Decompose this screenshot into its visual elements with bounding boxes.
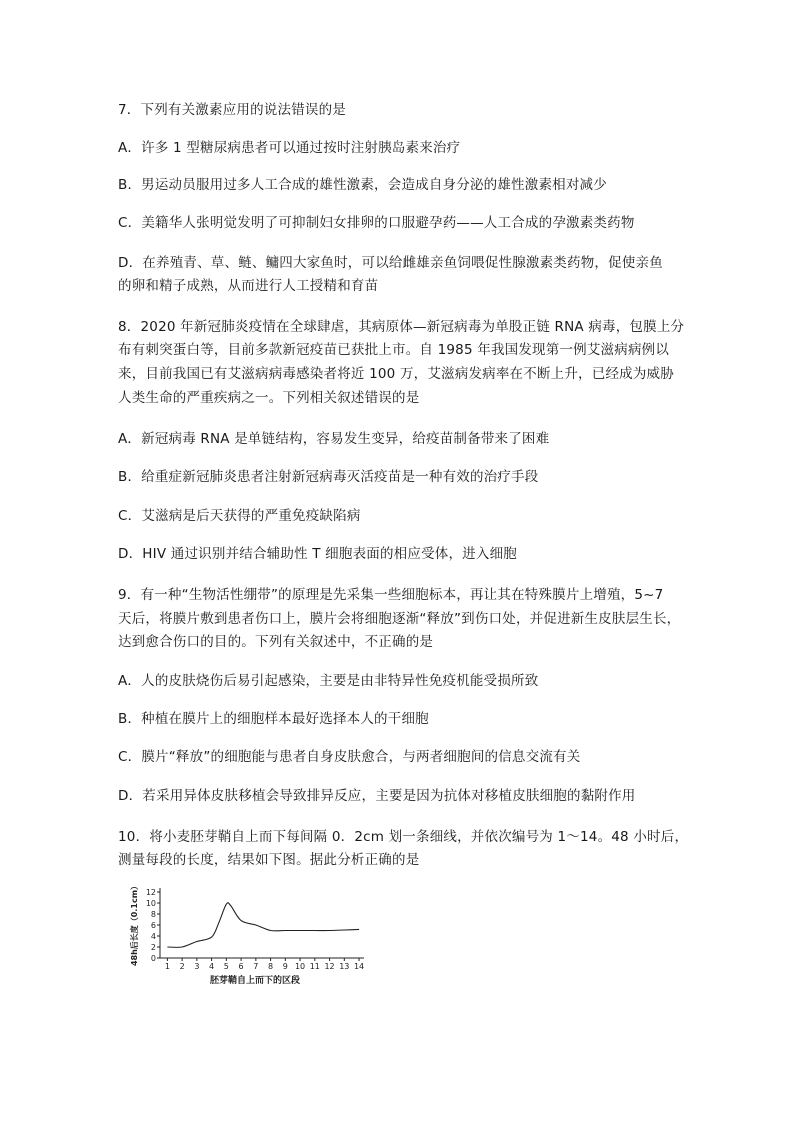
x-tick-label: 14 [353, 962, 365, 971]
question-8-option-a: A．新冠病毒 RNA 是单链结构，容易发生变异，给疫苗制备带来了困难 [118, 431, 550, 447]
question-7-option-a: A．许多 1 型糖尿病患者可以通过按时注射胰岛素来治疗 [118, 140, 461, 156]
question-8-option-c: C．艾滋病是后天获得的严重免疫缺陷病 [118, 508, 361, 524]
y-axis-label: 48h后长度（0.1cm） [130, 881, 139, 967]
question-10-stem-line1: 10．将小麦胚芽鞘自上而下每间隔 0．2cm 划一条细线，并依次编号为 1～14。48 小时后， [118, 829, 689, 845]
question-9-option-d: D．若采用异体皮肤移植会导致排异反应，主要是因为抗体对移植皮肤细胞的黏附作用 [118, 788, 636, 804]
x-tick-label: 11 [309, 962, 320, 971]
question-7-option-c: C．美籍华人张明觉发明了可抑制妇女排卵的口服避孕药——人工合成的孕激素类药物 [118, 215, 635, 231]
chart-svg [128, 880, 368, 990]
question-8-stem-line4: 人类生命的严重疾病之一。下列相关叙述错误的是 [118, 390, 420, 406]
y-tick-label: 8 [150, 910, 156, 919]
question-8-option-d: D．HIV 通过识别并结合辅助性 T 细胞表面的相应受体，进入细胞 [118, 546, 517, 562]
question-10-stem-line2: 测量每段的长度，结果如下图。据此分析正确的是 [118, 852, 420, 868]
question-9-stem-line3: 达到愈合伤口的目的。下列有关叙述中，不正确的是 [118, 634, 434, 650]
x-tick-label: 7 [253, 962, 259, 971]
x-axis-label: 胚芽鞘自上而下的区段 [209, 976, 301, 986]
x-tick-label: 2 [179, 962, 185, 971]
x-tick-label: 6 [238, 962, 244, 971]
x-tick-label: 10 [294, 962, 306, 971]
length-curve [167, 903, 359, 948]
question-7-stem: 7．下列有关激素应用的说法错误的是 [118, 102, 346, 118]
y-tick-label: 10 [145, 899, 156, 908]
x-tick-label: 3 [194, 962, 200, 971]
question-9-stem-line1: 9．有一种“生物活性绷带”的原理是先采集一些细胞标本，再让其在特殊膜片上增殖，5~7 [118, 587, 664, 603]
x-tick-label: 5 [223, 962, 229, 971]
question-8-option-b: B．给重症新冠肺炎患者注射新冠病毒灭活疫苗是一种有效的治疗手段 [118, 469, 539, 485]
segment-length-chart [128, 880, 368, 990]
y-tick-label: 2 [150, 943, 156, 952]
question-7-option-d-line2: 的卵和精子成熟，从而进行人工授精和育苗 [118, 278, 379, 294]
question-8-stem-line3: 来，目前我国已有艾滋病病毒感染者将近 100 万，艾滋病发病率在不断上升，已经成为威胁 [118, 366, 674, 382]
question-8-stem-line1: 8．2020 年新冠肺炎疫情在全球肆虐，其病原体—新冠病毒为单股正链 RNA 病毒，包膜上分 [118, 319, 685, 335]
y-tick-label: 0 [150, 954, 156, 963]
x-tick-label: 9 [282, 962, 288, 971]
x-tick-label: 13 [339, 962, 350, 971]
question-9-stem-line2: 天后，将膜片敷到患者伤口上，膜片会将细胞逐渐“释放”到伤口处，并促进新生皮肤层生长， [118, 611, 681, 627]
y-tick-label: 12 [145, 888, 156, 897]
question-8-stem-line2: 布有刺突蛋白等，目前多款新冠疫苗已获批上市。自 1985 年我国发现第一例艾滋病病例以 [118, 342, 670, 358]
question-9-option-c: C．膜片“释放”的细胞能与患者自身皮肤愈合，与两者细胞间的信息交流有关 [118, 749, 581, 765]
y-tick-label: 4 [150, 932, 156, 941]
y-tick-label: 6 [150, 921, 156, 930]
x-tick-label: 12 [324, 962, 335, 971]
question-9-option-a: A．人的皮肤烧伤后易引起感染，主要是由非特异性免疫机能受损所致 [118, 673, 539, 689]
question-9-option-b: B．种植在膜片上的细胞样本最好选择本人的干细胞 [118, 711, 429, 727]
x-tick-label: 8 [268, 962, 274, 971]
x-tick-label: 4 [209, 962, 215, 971]
x-tick-label: 1 [164, 962, 170, 971]
question-7-option-d-line1: D．在养殖青、草、鲢、鳙四大家鱼时，可以给雌雄亲鱼饲喂促性腺激素类药物，促使亲鱼 [118, 255, 663, 271]
question-7-option-b: B．男运动员服用过多人工合成的雄性激素，会造成自身分泌的雄性激素相对减少 [118, 177, 607, 193]
